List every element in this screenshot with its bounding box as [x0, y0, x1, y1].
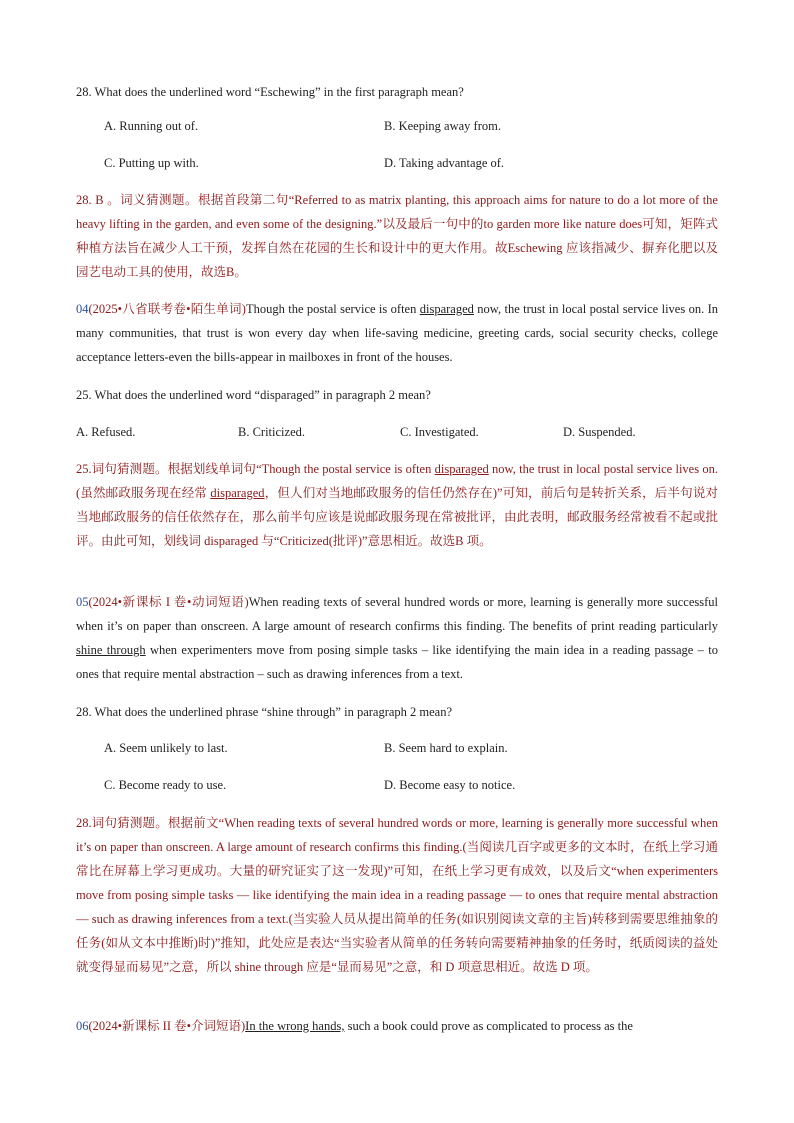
passage-04: 04(2025•八省联考卷•陌生单词)Though the postal service is often disparaged now, the trust in local postal service lives on. In many communities, that trust is won every day when life-saving medicine, greeting cards, social security checks, college acceptance letters-even the bills-appear in mailboxes in front of the houses. — [76, 302, 719, 364]
option-c: C. Become ready to use. — [104, 778, 227, 792]
passage-source-tag: (2024•新课标 I 卷•动词短语) — [88, 595, 249, 609]
option-a: A. Refused. — [76, 425, 136, 439]
option-b: B. Seem hard to explain. — [384, 741, 508, 755]
question-28-shine-through: 28. What does the underlined phrase “shine through” in paragraph 2 mean? — [76, 705, 453, 719]
option-a: A. Seem unlikely to last. — [104, 741, 228, 755]
option-d: D. Suspended. — [563, 425, 636, 439]
passage-number: 04 — [76, 302, 89, 316]
passage-number: 05 — [76, 595, 89, 609]
option-b: B. Criticized. — [238, 425, 305, 439]
question-28-eschewing: 28. What does the underlined word “Eschewing” in the first paragraph mean? — [76, 85, 464, 99]
underlined-phrase: In the wrong hands, — [245, 1019, 345, 1033]
passage-06: 06(2024•新课标 II 卷•介词短语)In the wrong hands, such a book could prove as complicated to process as the — [76, 1019, 633, 1033]
passage-source-tag: (2025•八省联考卷•陌生单词) — [88, 302, 246, 316]
option-b: B. Keeping away from. — [384, 119, 501, 133]
passage-source-tag: (2024•新课标 II 卷•介词短语) — [88, 1019, 246, 1033]
option-a: A. Running out of. — [104, 119, 199, 133]
question-25: 25. What does the underlined word “disparaged” in paragraph 2 mean? — [76, 388, 431, 402]
answer-25: 25.词句猜测题。根据划线单词句“Though the postal service is often disparaged now, the trust in local postal service lives on.(虽然邮政服务现在经常 disparaged，但人们对当地邮政服务的信任仍然存在)”可知，前后句是转折关系，后半句说对当地邮政服务的信任依然存在，那么前半句应该是说邮政服务现在常被批评，由此表明，邮政服务经常被看不起或批评。由此可知，划线词 disparaged 与“Criticized(批评)”意思相近。故选B 项。 — [76, 462, 718, 548]
option-d: D. Become easy to notice. — [384, 778, 516, 792]
answer-28-shine-through: 28.词句猜测题。根据前文“When reading texts of several hundred words or more, learning is generally more successful when it’s on paper than onscreen. A large amount of research confirms this finding.(当阅读几百字或更多的文本时，在纸上学习通常比在屏幕上学习更成功。大量的研究证实了这一发现)”可知，在纸上学习更有成效，以及后文“when experimenters move from posing simple tasks — like identifying the main idea in a reading passage — to ones that require mental abstraction — such as drawing inferences from a text.(当实验人员从提出简单的任务(如识别阅读文章的主旨)转移到需要思维抽象的任务(如从文本中推断)时)”推知，此处应是表达“当实验者从简单的任务转向需要精神抽象的任务时，纸质阅读的益处就变得显而易见”之意，所以 shine through 应是“显而易见”之意，和 D 项意思相近。故选 D 项。 — [76, 816, 718, 974]
option-c: C. Investigated. — [400, 425, 479, 439]
underlined-word: disparaged — [419, 302, 474, 316]
passage-number: 06 — [76, 1019, 89, 1033]
option-d: D. Taking advantage of. — [384, 156, 505, 170]
passage-05: 05(2024•新课标 I 卷•动词短语)When reading texts of several hundred words or more, learning is generally more successful when it’s on paper than onscreen. A large amount of research confirms this finding. The benefits of print reading particularly shine through when experimenters move from posing simple tasks – like identifying the main idea in a reading passage – to ones that require mental abstraction – such as drawing inferences from a text. — [76, 595, 718, 681]
option-c: C. Putting up with. — [104, 156, 199, 170]
underlined-phrase: shine through — [76, 643, 146, 657]
answer-28-eschewing: 28. B 。词义猜测题。根据首段第二句“Referred to as matrix planting, this approach aims for nature to do a lot more of the heavy lifting in the garden, and even some of the designing.”以及最后一句中的to garden more like nature does可知，矩阵式种植方法旨在减少人工干预，发挥自然在花园的生长和设计中的更大作用。故Eschewing 应该指减少、摒弃化肥以及园艺电动工具的使用，故选B。 — [76, 193, 718, 279]
